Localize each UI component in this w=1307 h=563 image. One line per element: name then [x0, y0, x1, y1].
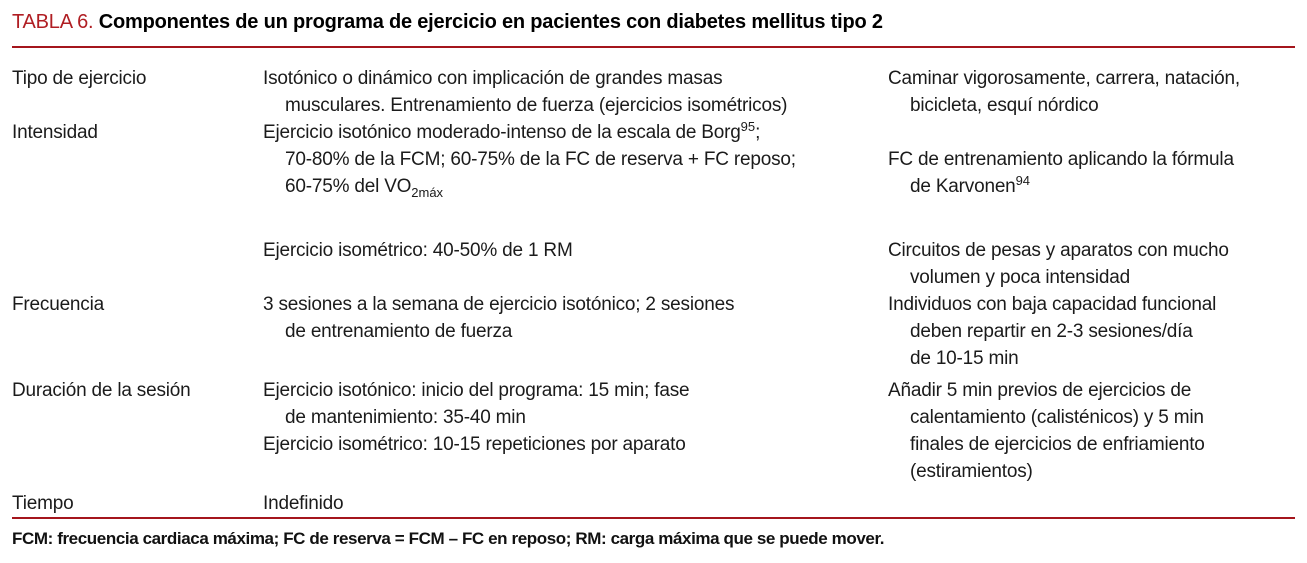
- table-row: [12, 291, 1295, 372]
- table-row: [12, 377, 1295, 485]
- text-segment: Individuos con baja capacidad funcional: [888, 294, 1217, 315]
- row-description-cell: [263, 119, 888, 200]
- row-description-cell: [263, 291, 888, 345]
- text-line: [263, 404, 888, 431]
- row-description-cell: [263, 65, 888, 119]
- text-line: [888, 318, 1295, 345]
- text-line: [888, 92, 1295, 119]
- text-segment: Añadir 5 min previos de ejercicios de: [888, 380, 1192, 401]
- text-segment: de mantenimiento: 35-40 min: [285, 407, 526, 428]
- row-description-cell: [263, 237, 888, 264]
- row-example-cell: [888, 291, 1295, 372]
- text-segment: finales de ejercicios de enfriamiento: [910, 434, 1205, 455]
- text-segment: FC de entrenamiento aplicando la fórmula: [888, 149, 1234, 170]
- table-row: [12, 237, 1295, 291]
- text-segment: Caminar vigorosamente, carrera, natación,: [888, 68, 1240, 89]
- text-segment: musculares. Entrenamiento de fuerza (ejercicios isométricos): [285, 95, 788, 116]
- text-segment: Ejercicio isométrico: 40-50% de 1 RM: [263, 240, 573, 261]
- text-line: [263, 318, 888, 345]
- row-label: Tipo de ejercicio: [12, 68, 147, 89]
- sub-text: 2máx: [411, 185, 444, 200]
- text-segment: Isotónico o dinámico con implicación de grandes masas: [263, 68, 723, 89]
- row-label: Tiempo: [12, 493, 74, 514]
- text-line: [263, 173, 888, 200]
- row-example-cell: [888, 490, 1295, 491]
- row-label: Frecuencia: [12, 294, 104, 315]
- text-segment: ;: [755, 122, 761, 143]
- text-line: [888, 404, 1295, 431]
- text-line: [888, 291, 1295, 318]
- row-description-cell: [263, 377, 888, 458]
- table-number: TABLA 6.: [12, 11, 94, 33]
- text-segment: 70-80% de la FCM; 60-75% de la FC de reserva + FC reposo;: [285, 149, 796, 170]
- text-line: [263, 92, 888, 119]
- row-example-cell: [888, 119, 1295, 200]
- text-segment: bicicleta, esquí nórdico: [910, 95, 1099, 116]
- text-line: [263, 291, 888, 318]
- text-line: [888, 65, 1295, 92]
- table-caption: Componentes de un programa de ejercicio en pacientes con diabetes mellitus tipo 2: [98, 11, 883, 33]
- text-segment: calentamiento (calisténicos) y 5 min: [910, 407, 1204, 428]
- table-row: [12, 119, 1295, 200]
- text-segment: Ejercicio isométrico: 10-15 repeticiones por aparato: [263, 434, 686, 455]
- text-line: [263, 377, 888, 404]
- text-line: [888, 146, 1295, 173]
- text-segment: Circuitos de pesas y aparatos con mucho: [888, 240, 1229, 261]
- text-line: [888, 345, 1295, 372]
- text-segment: Ejercicio isotónico: inicio del programa: 15 min; fase: [263, 380, 690, 401]
- text-segment: de Karvonen: [910, 176, 1016, 197]
- bottom-rule: [12, 517, 1295, 519]
- row-label: Duración de la sesión: [12, 380, 191, 401]
- row-label: [12, 237, 263, 238]
- text-segment: Ejercicio isotónico moderado-intenso de la escala de Borg: [263, 122, 741, 143]
- text-line: [888, 264, 1295, 291]
- text-segment: 3 sesiones a la semana de ejercicio isotónico; 2 sesiones: [263, 294, 735, 315]
- table-row: [12, 490, 1295, 517]
- row-example-cell: [888, 237, 1295, 291]
- text-line: [263, 431, 888, 458]
- row-example-cell: [888, 65, 1295, 119]
- text-line: [888, 237, 1295, 264]
- text-segment: Indefinido: [263, 493, 344, 514]
- table-body: [12, 48, 1295, 517]
- text-segment: (estiramientos): [910, 461, 1033, 482]
- text-line: [888, 173, 1295, 200]
- sup-text: 94: [1015, 173, 1031, 188]
- text-line: [263, 146, 888, 173]
- sup-text: 95: [740, 119, 756, 134]
- text-line: [263, 65, 888, 92]
- text-line: [263, 119, 888, 146]
- text-segment: de 10-15 min: [910, 348, 1019, 369]
- table-title: [12, 10, 1295, 34]
- text-segment: 60-75% del VO: [285, 176, 412, 197]
- table-footnote: FCM: frecuencia cardiaca máxima; FC de reserva = FCM – FC en reposo; RM: carga máxima que se puede mover.: [12, 529, 885, 548]
- row-label: Intensidad: [12, 122, 98, 143]
- text-line: [888, 458, 1295, 485]
- text-line: [263, 490, 888, 517]
- text-segment: volumen y poca intensidad: [910, 267, 1130, 288]
- text-line: [888, 377, 1295, 404]
- table-row: [12, 65, 1295, 119]
- text-segment: deben repartir en 2-3 sesiones/día: [910, 321, 1193, 342]
- text-segment: de entrenamiento de fuerza: [285, 321, 513, 342]
- text-line: [263, 237, 888, 264]
- row-example-cell: [888, 377, 1295, 485]
- text-line: [888, 431, 1295, 458]
- row-description-cell: [263, 490, 888, 517]
